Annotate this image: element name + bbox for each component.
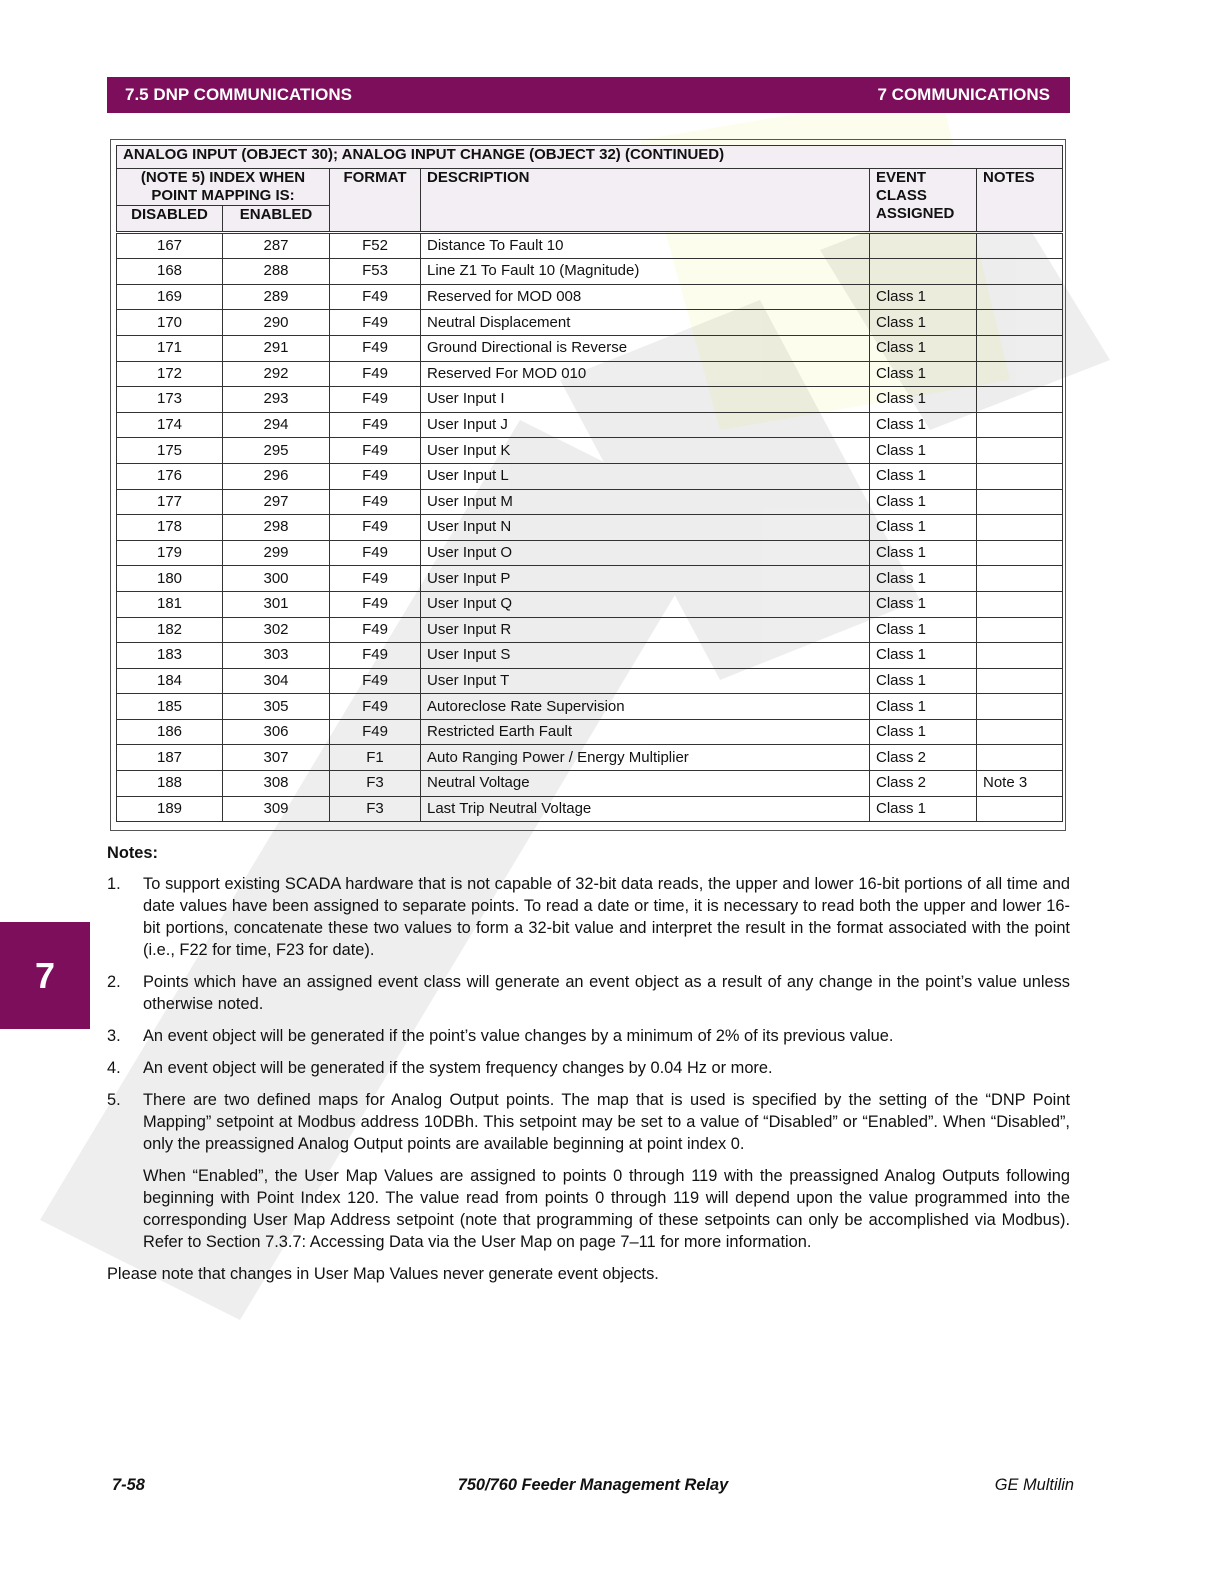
event-class-cell: Class 1 [870, 668, 977, 694]
index-disabled-cell: 171 [117, 335, 223, 361]
format-cell: F49 [330, 617, 421, 643]
table-row [117, 232, 1063, 259]
table-row [117, 284, 1063, 310]
notes-cell [977, 566, 1063, 592]
format-cell: F49 [330, 463, 421, 489]
event-class-cell: Class 1 [870, 438, 977, 464]
description-cell: User Input L [421, 463, 870, 489]
format-cell: F49 [330, 438, 421, 464]
table-row [117, 412, 1063, 438]
event-class-cell: Class 1 [870, 310, 977, 336]
index-disabled-cell: 187 [117, 745, 223, 771]
index-disabled-cell: 172 [117, 361, 223, 387]
index-enabled-cell: 295 [223, 438, 330, 464]
index-enabled-cell: 304 [223, 668, 330, 694]
index-enabled-cell: 288 [223, 259, 330, 285]
notes-cell [977, 643, 1063, 669]
format-cell: F3 [330, 771, 421, 797]
table-row [117, 771, 1063, 797]
index-disabled-cell: 184 [117, 668, 223, 694]
event-class-cell: Class 1 [870, 412, 977, 438]
description-cell: User Input T [421, 668, 870, 694]
notes-cell: Note 3 [977, 771, 1063, 797]
description-cell: Restricted Earth Fault [421, 719, 870, 745]
index-disabled-cell: 186 [117, 719, 223, 745]
index-disabled-cell: 182 [117, 617, 223, 643]
index-disabled-cell: 167 [117, 232, 223, 259]
index-enabled-cell: 291 [223, 335, 330, 361]
notes-cell [977, 387, 1063, 413]
index-disabled-cell: 174 [117, 412, 223, 438]
disabled-header: DISABLED [117, 206, 223, 233]
event-class-cell: Class 1 [870, 591, 977, 617]
format-cell: F49 [330, 540, 421, 566]
notes-cell [977, 591, 1063, 617]
table-row [117, 668, 1063, 694]
index-disabled-cell: 178 [117, 515, 223, 541]
notes-cell [977, 668, 1063, 694]
description-cell: Reserved For MOD 010 [421, 361, 870, 387]
format-cell: F49 [330, 310, 421, 336]
format-cell: F49 [330, 284, 421, 310]
description-cell: Distance To Fault 10 [421, 232, 870, 259]
document-title: 750/760 Feeder Management Relay [457, 1476, 729, 1494]
notes-cell [977, 259, 1063, 285]
notes-cell [977, 412, 1063, 438]
table-row [117, 438, 1063, 464]
description-cell: Autoreclose Rate Supervision [421, 694, 870, 720]
description-cell: User Input P [421, 566, 870, 592]
note-final: Please note that changes in User Map Values never generate event objects. [107, 1265, 659, 1283]
format-cell: F1 [330, 745, 421, 771]
format-cell: F49 [330, 335, 421, 361]
format-cell: F53 [330, 259, 421, 285]
notes-cell [977, 489, 1063, 515]
table-row [117, 387, 1063, 413]
description-cell: User Input I [421, 387, 870, 413]
description-cell: Neutral Voltage [421, 771, 870, 797]
format-cell: F49 [330, 412, 421, 438]
note-text: Points which have an assigned event class will generate an event object as a result of any change in the point’s value unless otherwise noted. [143, 973, 1070, 1013]
description-cell: User Input O [421, 540, 870, 566]
event-class-cell: Class 1 [870, 617, 977, 643]
event-class-cell: Class 1 [870, 284, 977, 310]
chapter-title: 7 COMMUNICATIONS [877, 85, 1050, 104]
event-class-cell: Class 1 [870, 463, 977, 489]
note-text: There are two defined maps for Analog Output points. The map that is used is specified by the setting of the “DNP Point Mapping” setpoint at Modbus address 10DBh. This setpoint may be set to a value of “Disabled” or “Enabled”. When “Disabled”, only the preassigned Analog Output points are available beginning at point index 0. [143, 1091, 1070, 1153]
table-row [117, 745, 1063, 771]
table-row [117, 259, 1063, 285]
event-class-cell [870, 232, 977, 259]
table-row [117, 463, 1063, 489]
notes-cell [977, 617, 1063, 643]
index-enabled-cell: 302 [223, 617, 330, 643]
table-row [117, 566, 1063, 592]
company-name: GE Multilin [994, 1476, 1074, 1494]
format-cell: F49 [330, 719, 421, 745]
notes-cell [977, 284, 1063, 310]
index-enabled-cell: 307 [223, 745, 330, 771]
notes-title: Notes: [107, 844, 158, 862]
section-header-bar [107, 77, 1070, 113]
table-row [117, 489, 1063, 515]
format-cell: F49 [330, 668, 421, 694]
analog-input-table [116, 145, 1063, 822]
note-number: 1. [107, 875, 121, 893]
description-cell: User Input J [421, 412, 870, 438]
table-row [117, 796, 1063, 822]
index-enabled-cell: 309 [223, 796, 330, 822]
event-class-cell: Class 1 [870, 719, 977, 745]
table-row [117, 591, 1063, 617]
description-cell: Reserved for MOD 008 [421, 284, 870, 310]
index-enabled-cell: 290 [223, 310, 330, 336]
description-cell: Auto Ranging Power / Energy Multiplier [421, 745, 870, 771]
index-enabled-cell: 292 [223, 361, 330, 387]
index-disabled-cell: 170 [117, 310, 223, 336]
note-item [107, 1057, 1070, 1079]
index-enabled-cell: 308 [223, 771, 330, 797]
format-cell: F49 [330, 489, 421, 515]
notes-cell [977, 463, 1063, 489]
note-item [107, 1025, 1070, 1047]
index-header: (NOTE 5) INDEX WHEN POINT MAPPING IS: [117, 169, 330, 206]
event-class-cell: Class 1 [870, 566, 977, 592]
index-disabled-cell: 173 [117, 387, 223, 413]
notes-cell [977, 540, 1063, 566]
table-title: ANALOG INPUT (OBJECT 30); ANALOG INPUT CHANGE (OBJECT 32) (CONTINUED) [117, 146, 1063, 169]
event-class-cell: Class 1 [870, 694, 977, 720]
notes-cell [977, 232, 1063, 259]
event-class-header: EVENT CLASS ASSIGNED [870, 169, 977, 233]
notes-header: NOTES [977, 169, 1063, 233]
index-enabled-cell: 303 [223, 643, 330, 669]
table-row [117, 643, 1063, 669]
index-enabled-cell: 301 [223, 591, 330, 617]
notes-cell [977, 361, 1063, 387]
analog-input-table-frame [110, 139, 1066, 831]
index-enabled-cell: 305 [223, 694, 330, 720]
event-class-cell: Class 1 [870, 335, 977, 361]
note-continuation: When “Enabled”, the User Map Values are assigned to points 0 through 119 with the preassigned Analog Outputs following beginning with Point Index 120. The value read from points 0 through 119 will depend upon the value programmed into the corresponding User Map Address setpoint (note that programming of these setpoints can only be accomplished via Modbus). Refer to Section 7.3.7: Accessing Data via the User Map on page 7–11 for more information. [143, 1167, 1070, 1251]
index-enabled-cell: 306 [223, 719, 330, 745]
index-disabled-cell: 179 [117, 540, 223, 566]
format-header: FORMAT [330, 169, 421, 233]
index-enabled-cell: 296 [223, 463, 330, 489]
description-cell: User Input K [421, 438, 870, 464]
description-cell: User Input S [421, 643, 870, 669]
format-cell: F49 [330, 643, 421, 669]
table-body [117, 232, 1063, 822]
notes-cell [977, 515, 1063, 541]
description-cell: User Input N [421, 515, 870, 541]
description-header: DESCRIPTION [421, 169, 870, 233]
note-text: An event object will be generated if the system frequency changes by 0.04 Hz or more. [143, 1059, 773, 1077]
format-cell: F52 [330, 232, 421, 259]
index-disabled-cell: 176 [117, 463, 223, 489]
description-cell: Last Trip Neutral Voltage [421, 796, 870, 822]
format-cell: F49 [330, 361, 421, 387]
format-cell: F49 [330, 566, 421, 592]
table-row [117, 310, 1063, 336]
notes-cell [977, 438, 1063, 464]
format-cell: F49 [330, 387, 421, 413]
event-class-cell: Class 2 [870, 745, 977, 771]
event-class-cell: Class 1 [870, 540, 977, 566]
index-enabled-cell: 300 [223, 566, 330, 592]
table-row [117, 515, 1063, 541]
index-disabled-cell: 183 [117, 643, 223, 669]
index-enabled-cell: 293 [223, 387, 330, 413]
index-disabled-cell: 180 [117, 566, 223, 592]
format-cell: F49 [330, 515, 421, 541]
chapter-tab: 7 [0, 922, 90, 1029]
event-class-cell [870, 259, 977, 285]
notes-section [107, 842, 1070, 1285]
description-cell: Ground Directional is Reverse [421, 335, 870, 361]
format-cell: F3 [330, 796, 421, 822]
note-number: 2. [107, 973, 121, 991]
page-number: 7-58 [112, 1476, 145, 1494]
description-cell: User Input R [421, 617, 870, 643]
table-row [117, 694, 1063, 720]
index-enabled-cell: 297 [223, 489, 330, 515]
index-enabled-cell: 294 [223, 412, 330, 438]
index-disabled-cell: 188 [117, 771, 223, 797]
notes-cell [977, 335, 1063, 361]
table-row [117, 335, 1063, 361]
note-item [107, 1089, 1070, 1155]
notes-cell [977, 719, 1063, 745]
table-row [117, 361, 1063, 387]
note-number: 4. [107, 1059, 121, 1077]
note-number: 3. [107, 1027, 121, 1045]
event-class-cell: Class 1 [870, 387, 977, 413]
description-cell: Neutral Displacement [421, 310, 870, 336]
description-cell: User Input Q [421, 591, 870, 617]
note-item [107, 971, 1070, 1015]
index-disabled-cell: 177 [117, 489, 223, 515]
enabled-header: ENABLED [223, 206, 330, 233]
index-enabled-cell: 298 [223, 515, 330, 541]
notes-cell [977, 694, 1063, 720]
event-class-cell: Class 1 [870, 643, 977, 669]
notes-cell [977, 796, 1063, 822]
index-disabled-cell: 181 [117, 591, 223, 617]
index-disabled-cell: 189 [117, 796, 223, 822]
index-disabled-cell: 185 [117, 694, 223, 720]
event-class-cell: Class 1 [870, 515, 977, 541]
index-enabled-cell: 287 [223, 232, 330, 259]
format-cell: F49 [330, 694, 421, 720]
table-row [117, 540, 1063, 566]
note-item [107, 873, 1070, 961]
index-enabled-cell: 299 [223, 540, 330, 566]
table-row [117, 617, 1063, 643]
event-class-cell: Class 1 [870, 796, 977, 822]
notes-cell [977, 310, 1063, 336]
format-cell: F49 [330, 591, 421, 617]
notes-cell [977, 745, 1063, 771]
section-title: 7.5 DNP COMMUNICATIONS [125, 85, 353, 104]
event-class-cell: Class 2 [870, 771, 977, 797]
index-disabled-cell: 168 [117, 259, 223, 285]
description-cell: User Input M [421, 489, 870, 515]
event-class-cell: Class 1 [870, 489, 977, 515]
table-row [117, 719, 1063, 745]
index-enabled-cell: 289 [223, 284, 330, 310]
index-disabled-cell: 169 [117, 284, 223, 310]
note-text: An event object will be generated if the point’s value changes by a minimum of 2% of its previous value. [143, 1027, 894, 1045]
note-text: To support existing SCADA hardware that is not capable of 32-bit data reads, the upper and lower 16-bit portions of all time and date values have been assigned to separate points. To read a date or time, it is necessary to read both the upper and lower 16-bit portions, concatenate these two values to form a 32-bit value and interpret the result in the format associated with the point (i.e., F22 for time, F23 for date). [143, 875, 1070, 959]
index-disabled-cell: 175 [117, 438, 223, 464]
description-cell: Line Z1 To Fault 10 (Magnitude) [421, 259, 870, 285]
note-number: 5. [107, 1091, 121, 1109]
event-class-cell: Class 1 [870, 361, 977, 387]
